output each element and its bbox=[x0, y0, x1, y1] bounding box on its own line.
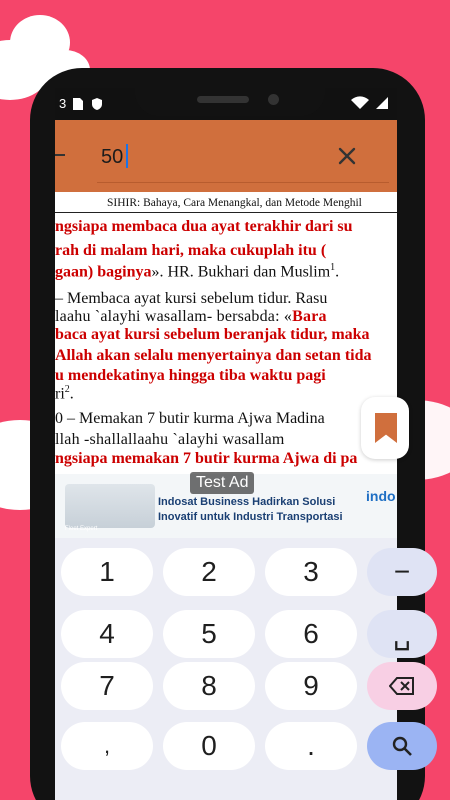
speaker-grille bbox=[197, 96, 249, 103]
book-line bbox=[55, 308, 397, 326]
ad-headline-1: Indosat Business Hadirkan Solusi bbox=[158, 496, 336, 508]
hadith-highlight: Bara bbox=[292, 308, 327, 325]
wifi-icon bbox=[351, 96, 369, 110]
book-line bbox=[55, 262, 339, 281]
book-line bbox=[55, 242, 326, 260]
book-line bbox=[55, 367, 326, 385]
key-1[interactable] bbox=[61, 548, 153, 596]
book-line bbox=[55, 326, 370, 344]
key-5[interactable] bbox=[163, 610, 255, 658]
book-line bbox=[55, 450, 357, 468]
ad-headline-2: Inovatif untuk Industri Transportasi bbox=[158, 511, 343, 523]
hadith-highlight: ngsiapa membaca dua ayat terakhir dari su bbox=[55, 218, 353, 235]
key-label: 4 bbox=[99, 618, 115, 649]
key-label: 6 bbox=[303, 618, 319, 649]
key-minus[interactable] bbox=[367, 548, 437, 596]
key-comma[interactable] bbox=[61, 722, 153, 770]
book-text: . bbox=[69, 385, 74, 403]
book-line bbox=[55, 384, 74, 403]
page-number-input[interactable] bbox=[101, 142, 341, 172]
book-text: 1 bbox=[330, 262, 336, 273]
key-label: 8 bbox=[201, 670, 217, 701]
header-divider bbox=[55, 212, 397, 213]
hadith-highlight: ngsiapa memakan 7 butir kurma Ajwa di pa bbox=[55, 450, 358, 467]
book-text: 0 – Memakan 7 butir kurma Ajwa Madina bbox=[55, 410, 325, 427]
search-icon bbox=[391, 735, 413, 757]
key-label: 7 bbox=[99, 670, 115, 701]
key-9[interactable] bbox=[265, 662, 357, 710]
book-line bbox=[55, 218, 353, 236]
key-label: 3 bbox=[303, 556, 319, 587]
bookmark-button[interactable] bbox=[361, 397, 409, 459]
signal-icon bbox=[375, 96, 389, 110]
key-label: 5 bbox=[201, 618, 217, 649]
key-label: 9 bbox=[303, 670, 319, 701]
phone-notch bbox=[135, 68, 325, 116]
input-underline bbox=[97, 182, 389, 183]
key-8[interactable] bbox=[163, 662, 255, 710]
status-number: 3 bbox=[59, 96, 67, 111]
hadith-highlight: rah di malam hari, maka cukuplah itu ( bbox=[55, 242, 327, 259]
key-backspace[interactable] bbox=[367, 662, 437, 710]
key-7[interactable] bbox=[61, 662, 153, 710]
key-label: 0 bbox=[201, 730, 217, 761]
key-space[interactable] bbox=[367, 610, 437, 658]
book-line bbox=[55, 347, 371, 365]
ad-sub-label: Fleet Expert bbox=[65, 526, 98, 532]
book-line bbox=[55, 431, 397, 449]
book-text: llah -shallallaahu `alayhi wasallam bbox=[55, 431, 285, 448]
hadith-highlight: u mendekatinya hingga tiba waktu pagi bbox=[55, 367, 326, 384]
key-6[interactable] bbox=[265, 610, 357, 658]
key-0[interactable] bbox=[163, 722, 255, 770]
book-text: 2 bbox=[64, 384, 70, 395]
book-text: . bbox=[335, 263, 340, 281]
text-cursor bbox=[126, 144, 128, 168]
key-label: 2 bbox=[201, 556, 217, 587]
hadith-highlight: gaan) baginya bbox=[55, 263, 152, 281]
shield-icon bbox=[90, 97, 104, 111]
numeric-keypad bbox=[55, 538, 411, 800]
page-search-bar bbox=[55, 120, 397, 192]
sim-card-icon bbox=[72, 97, 84, 111]
key-2[interactable] bbox=[163, 548, 255, 596]
key-3[interactable] bbox=[265, 548, 357, 596]
key-label: . bbox=[307, 730, 315, 761]
book-text: laahu `alayhi wasallam- bersabda: « bbox=[55, 308, 293, 325]
backspace-icon bbox=[389, 676, 415, 696]
hadith-highlight: baca ayat kursi sebelum beranjak tidur, maka bbox=[55, 326, 370, 343]
key-4[interactable] bbox=[61, 610, 153, 658]
front-camera bbox=[268, 94, 279, 105]
bookmark-icon bbox=[375, 413, 397, 443]
book-text: ri bbox=[55, 385, 65, 403]
key-label: − bbox=[393, 556, 411, 587]
book-line bbox=[55, 290, 327, 308]
close-icon[interactable] bbox=[333, 142, 361, 170]
book-page bbox=[55, 192, 397, 472]
test-ad-label: Test Ad bbox=[190, 472, 254, 494]
key-search[interactable] bbox=[367, 722, 437, 770]
back-arrow-icon[interactable] bbox=[55, 146, 65, 164]
hadith-highlight: Allah akan selalu menyertainya dan setan tida bbox=[55, 347, 372, 364]
comma-label: , bbox=[103, 733, 111, 758]
book-text: – Membaca ayat kursi sebelum tidur. Rasu bbox=[55, 290, 328, 307]
key-label: ␣ bbox=[393, 618, 411, 650]
key-label: 1 bbox=[99, 556, 115, 587]
ad-brand: indo bbox=[366, 488, 396, 504]
book-line bbox=[55, 410, 325, 428]
key-period[interactable] bbox=[265, 722, 357, 770]
ad-truck-image bbox=[65, 484, 155, 528]
book-text: ». HR. Bukhari dan Muslim bbox=[151, 263, 331, 281]
book-running-header: SIHIR: Bahaya, Cara Menangkal, dan Metode Menghil bbox=[107, 197, 362, 209]
